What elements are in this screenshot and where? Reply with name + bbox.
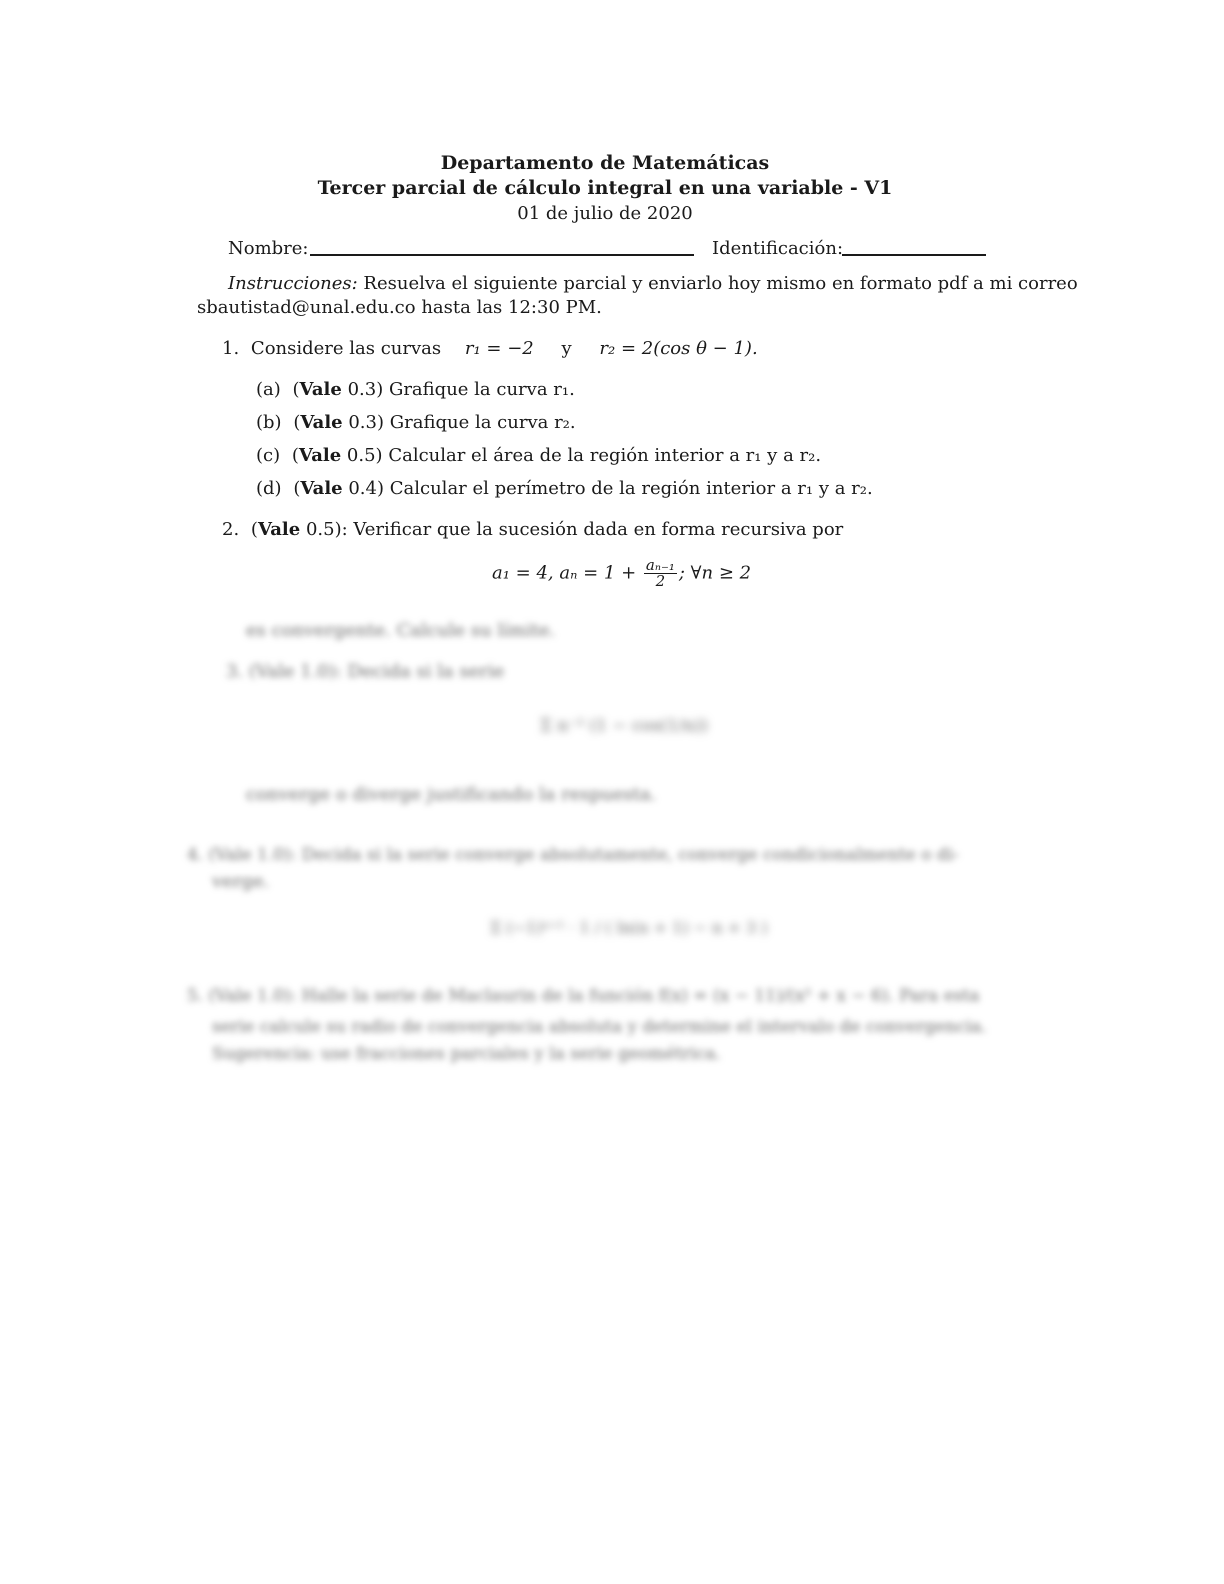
vale-label: Vale: [257, 519, 301, 540]
vale-label: Vale: [298, 445, 342, 466]
points: 0.3): [348, 412, 385, 433]
subitem-text: Calcular el perímetro de la región interior a r₁ y a r₂.: [389, 478, 873, 499]
formula-left: a₁ = 4, aₙ = 1 +: [492, 562, 637, 584]
question-2: 2. (Vale 0.5): Verificar que la sucesión dada en forma recursiva por: [222, 519, 844, 540]
blurred-q3-heading: 3. (Vale 1.0): Decida si la serie: [226, 661, 505, 682]
exam-title: Tercer parcial de cálculo integral en una variable - V1: [317, 177, 893, 199]
subitem-d: (d) (Vale 0.4) Calcular el perímetro de la región interior a r₁ y a r₂.: [256, 478, 873, 499]
subitem-tag: (b): [256, 412, 282, 433]
exam-date: 01 de julio de 2020: [517, 203, 693, 224]
blurred-q2-tail: es convergente. Calcule su límite.: [246, 620, 556, 641]
name-label: Nombre:: [228, 238, 309, 259]
points: 0.5):: [305, 519, 348, 540]
blurred-q4-heading: 4. (Vale 1.0): Decida si la serie converge absolutamente, converge condicionalmente o di-: [187, 845, 959, 865]
name-blank-line: [310, 254, 694, 256]
subitem-text: Calcular el área de la región interior a r₁ y a r₂.: [388, 445, 822, 466]
blurred-q3-formula: Σ n⁻² (1 − cos(1/n)): [540, 716, 708, 736]
vale-label: Vale: [299, 379, 342, 400]
subitem-b: (b) (Vale 0.3) Grafique la curva r₂.: [256, 412, 576, 433]
blurred-q5-line-2: serie calcule su radio de convergencia absoluta y determine el intervalo de convergencia.: [212, 1017, 987, 1037]
subitem-text: Grafique la curva r₂.: [389, 412, 576, 433]
recursive-formula: [492, 558, 751, 589]
instructions-label: Instrucciones:: [228, 273, 358, 294]
subitem-c: (c) (Vale 0.5) Calcular el área de la región interior a r₁ y a r₂.: [256, 445, 822, 466]
vale-label: Vale: [300, 412, 343, 433]
question-number: 2.: [222, 519, 240, 540]
subitem-a: (a) (Vale 0.3) Grafique la curva r₁.: [256, 379, 575, 400]
fraction-numerator: aₙ₋₁: [645, 556, 675, 574]
question-text: Verificar que la sucesión dada en forma recursiva por: [353, 519, 844, 540]
points: 0.3): [347, 379, 384, 400]
subitem-text: Grafique la curva r₁.: [388, 379, 575, 400]
question-1: [222, 338, 758, 359]
subitem-tag: (a): [256, 379, 281, 400]
blurred-q4-formula: Σ (−1)ⁿ⁺¹ · 1 / ( ln(n + 1) − n + 3 ): [490, 918, 768, 937]
blurred-q5-line-3: Sugerencia: use fracciones parciales y la serie geométrica.: [212, 1044, 721, 1064]
vale-label: Vale: [300, 478, 343, 499]
fraction: [644, 558, 677, 589]
department-heading: Departamento de Matemáticas: [440, 152, 770, 174]
instructions-text-1: Resuelva el siguiente parcial y enviarlo hoy mismo en formato pdf a mi correo: [363, 273, 1078, 294]
id-label: Identificación:: [712, 238, 844, 259]
conjunction: y: [561, 338, 572, 359]
subitem-tag: (d): [256, 478, 282, 499]
blurred-q3-tail: converge o diverge justificando la respuesta.: [246, 784, 657, 805]
question-text: Considere las curvas: [250, 338, 442, 359]
question-number: 1.: [222, 338, 240, 359]
blurred-q4-heading-2: verge.: [212, 871, 270, 892]
points: 0.5): [346, 445, 383, 466]
fraction-denominator: 2: [655, 572, 666, 590]
curve-2-formula: r₂ = 2(cos θ − 1).: [599, 338, 758, 359]
instructions-line-2: sbautistad@unal.edu.co hasta las 12:30 PM.: [197, 297, 602, 318]
subitem-tag: (c): [256, 445, 281, 466]
instructions-line-1: [228, 273, 1078, 294]
formula-right: ; ∀n ≥ 2: [678, 562, 752, 584]
points: 0.4): [348, 478, 385, 499]
curve-1-formula: r₁ = −2: [464, 338, 534, 359]
blurred-q5-line-1: 5. (Vale 1.0): Halle la serie de Maclaurin de la función f(x) = (x − 11)/(x² + x − 6). Para esta: [187, 986, 980, 1006]
id-blank-line: [842, 254, 986, 256]
